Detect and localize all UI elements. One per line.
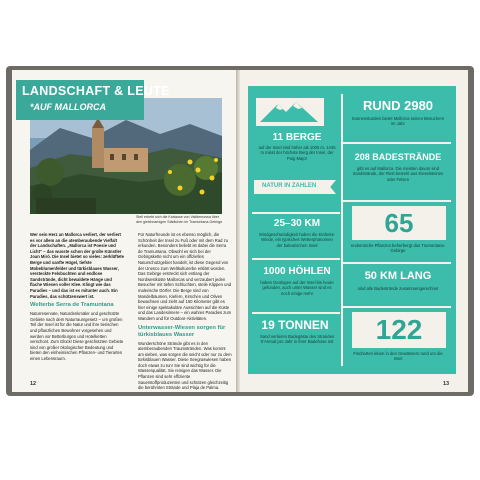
- stat-hoehlen-text: haben Geologen auf der Insel bis heute gefunden, auch unter Wasser sind es noch einige mehr: [260, 280, 334, 296]
- divider: [252, 258, 340, 260]
- stat-pflanzen-card: [352, 206, 446, 240]
- stat-berge-value: 11 BERGE: [272, 132, 322, 143]
- divider-vertical: [341, 94, 343, 366]
- stat-lang-text: sind alle Badestrände zusammengerechnet: [357, 286, 439, 291]
- stat-lang-value: 50 KM LANG: [364, 270, 432, 282]
- divider: [343, 306, 451, 308]
- divider: [343, 262, 451, 264]
- body-paragraph: Naturreservate, Naturdenkmäler und geschützte Gebiete nach dem Naturraumgesetz – um großen Teil der Insel ist für die Natur und ihre tierischen und pflanzlichen Bewohner vorgesehen und werden vor Betterburgen und Hotelketten verschont. Zum Glück! Diese geschützten Gebiete sind von großer ökologischer Bedeutung und bieten den einheimischen Pflanzen- und Tierarten einen Lebensraum.: [30, 311, 124, 361]
- stat-tonnen-text: Sand verlieren Badegäste des Strandes S'Arenal pro Jahr in ihrer Badehose mit: [259, 334, 335, 345]
- photo-caption: Steil erhebt sich die Kartause von Valldemossa über den gleichnamigen Städtchen im Tramuntana-Gebirge: [136, 215, 223, 224]
- page-subtitle: *AUF MALLORCA: [30, 102, 107, 112]
- stat-km-text: Windgeschwindigkeit haben die Einheits-Winde, ein typisches Wetterphänomen der balearischen Insel: [258, 232, 336, 248]
- divider: [252, 312, 340, 314]
- left-column-1: [30, 232, 124, 364]
- stat-fische-card: [352, 312, 446, 348]
- subheading-tramuntana: Welterbe Serra de Tramuntana: [30, 302, 114, 309]
- stat-hoehlen-value: 1000 HÖHLEN: [263, 266, 331, 277]
- stat-sonnen-value: RUND 2980: [362, 98, 434, 113]
- body-paragraph: Für Naturfreunde ist es ebenso möglich, die Schönheit der Insel zu Fuß oder mit dem Rad zu erkunden. Besonders beliebt ist dabei die Serra de Tramuntana. Obwohl es sich bei der Gebirgskette nicht um ein offizielles Naturschutzgebiet handelt, ist diese Gegend von der Unesco zum Weltkulturerbe erklärt worden. Das Gebirge erstreckt sich entlang der Nordwestküste Mallorcas und verzaubert jeden Besucher mit tiefen Schluchten, steile Klippen und malerische Dörfer. Die Berge sind von Mandelbäumen, Kiefern, Kirschen und Oliven bewachsen und zieht auf 150 Kilometer gibt es hier einige spektakuläre Aussichten auf die Küste und das Landesinnere – ein wahres Paradies zum Wandern und für Outdoor-Aktivitäten.: [138, 232, 232, 321]
- stat-sonnen-text: Sonnenstunden bietet Mallorca seinen Besuchern im Jahr: [351, 116, 445, 127]
- divider: [343, 200, 451, 202]
- body-paragraph: Wunderschöne Strände gibt es in den atemberaubenden Traumstränden. Was kommt am sieben, was sorgen die seicht oder nur zu dem türkisblauen Wasser. Diese Seegraswiesen haben doch etwas zu tun! Sie sind wichtig für die Wasserqualität. Sie reinigen das Wasser. Die Pflanzen sind sehr effiziente Sauerstoffproduzenten und schützen gleichzeitig die berühmten Strände und Plaja de Palma.: [138, 340, 232, 391]
- heading-banner: [16, 80, 170, 120]
- stat-pflanzen-value: 65: [384, 208, 414, 238]
- stat-fische-value: 122: [375, 314, 423, 345]
- page-number-left: 12: [30, 381, 37, 387]
- page-number-right: 13: [443, 381, 450, 387]
- page-title: LANDSCHAFT & LEUTE: [22, 84, 170, 98]
- mountain-icon: [256, 98, 324, 126]
- stat-strand-text: gibt es auf Mallorca. Die meisten davon sind Sandstrände, der Rest besteht aus Kieselsteinen oder Felsen: [352, 166, 444, 182]
- left-column-2: [138, 232, 232, 394]
- divider: [252, 212, 340, 214]
- stat-strand-value: 208 BADESTRÄNDE: [354, 152, 442, 162]
- divider: [343, 142, 451, 144]
- stat-berge-text: auf der Insel sind höher als 1000 m. 1445 m misst der höchste Berg der Insel, der Puig Major: [258, 145, 336, 161]
- stat-fische-text: Fischarten leben in den Gewässern rund um die Insel: [353, 351, 443, 362]
- ribbon-label: NATUR IN ZAHLEN: [262, 183, 317, 189]
- stat-pflanzen-text: endemische Pflanzen beherbergt das Tramontana-Gebirge: [350, 243, 446, 254]
- subheading-seagrass: Unterwasser-Wiesen sorgen für türkisblaues Wasser: [138, 324, 226, 338]
- stat-km-value: 25–30 KM: [273, 218, 321, 229]
- intro-paragraph: Wer sein Herz an Mallorca verliert, der verliert es vor allem an die atemberaubende Vielfalt der Landschaften. „Mallorca ist Poesie und Licht“ – das wusste schon der große Künstler Joan Miró. Die Insel bietet so vieles: zerklüftete Berge und sanfte Hügel, tiefste Mobeblumenfelder und türkisblaues Wasser, versteckte Felsbuchten und endlose Sandstrände, dicht bewaldete Hänge und flache Wiesen voller Klee. Klingt wie das Paradies – und das ist es mitunter auch. Ein Paradies, das schützenswert ist.: [30, 232, 125, 299]
- stat-tonnen-value: 19 TONNEN: [261, 318, 329, 332]
